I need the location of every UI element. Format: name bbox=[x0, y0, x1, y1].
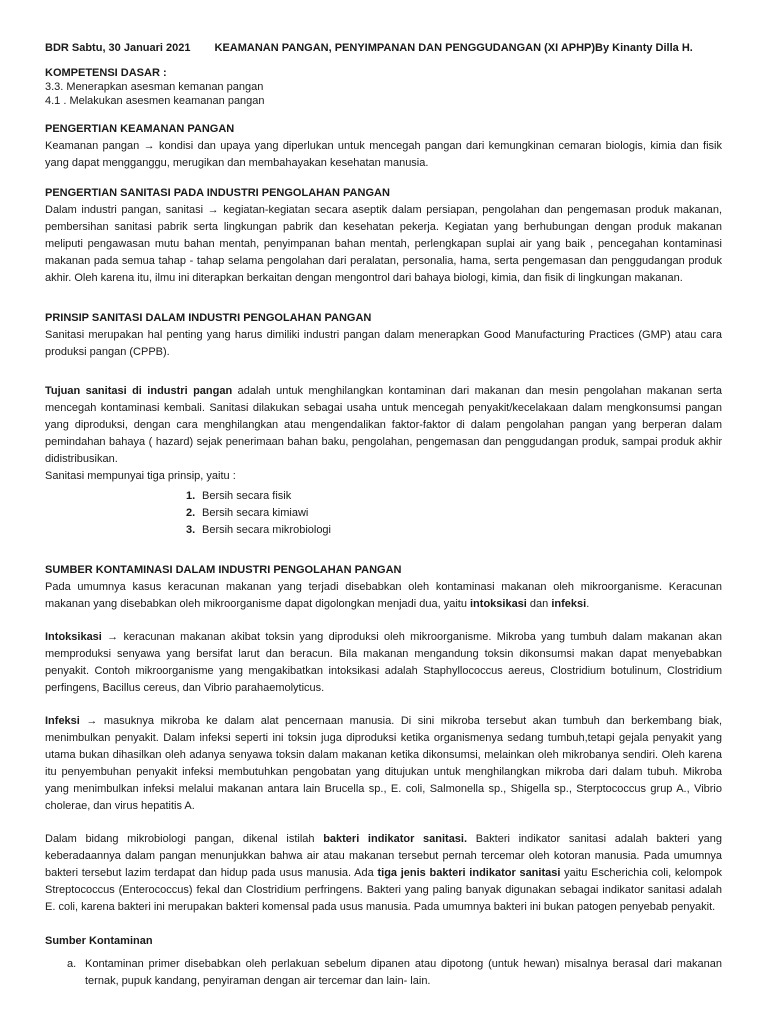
tujuan-text: adalah untuk menghilangkan kontaminan dari makanan dan mesin pengolahan makanan serta mencegah kontaminasi kembali. Sanitasi dilakukan sebagai usaha untuk mencegah penyakit/kecelakaan dalam mengkonsumsi pangan yang diproduksi, dengan cara menghilangkan atau mengendalikan faktor-faktor di dalam pengolahan pangan yang berperan dalam pemindahan bahaya ( hazard) sejak penerimaan bahan baku, pengolahan, pengemasan dan penggudangan produk, sampai produk akhir didistribusikan. bbox=[45, 385, 722, 465]
tujuan-term: Tujuan sanitasi di industri pangan bbox=[45, 385, 233, 397]
section-paragraph: Dalam industri pangan, sanitasi → kegiatan-kegiatan secara aseptik dalam persiapan, pengolahan dan pengemasan produk makanan, pembersihan sanitasi pabrik serta lingkungan pabrik dan kesehatan pekerja. Kegiatan yang berhubungan dengan produk makanan meliputi pengawasan mutu bahan mentah, penyimpanan bahan mentah, perlengkapan suplai air yang baik , pencegahan kontaminasi makanan pada semua tahap - tahap selama pengolahan dari peralatan, personalia, hama, serta pengemasan dan penggudangan produk akhir. Oleh karena itu, ilmu ini diterapkan berkaitan dengan mengontrol dari bahaya biologi, kimia, dan fisik di lingkungan makanan. bbox=[45, 204, 722, 284]
term-infeksi: infeksi bbox=[551, 598, 587, 610]
text-run: Bakteri indikator sanitasi adalah bakteri yang keberadaannya dalam pangan menunjukkan bahwa air atau makanan tersebut pernah tercemar oleh kotoran manusia. Pada umumnya bakteri tersebut lazim terdapat dan hidup pada usus manusia. Ada bbox=[45, 833, 722, 879]
bakteri-indikator-paragraph bbox=[45, 831, 722, 916]
term-intoksikasi: intoksikasi bbox=[470, 598, 527, 610]
section-heading: SUMBER KONTAMINASI DALAM INDUSTRI PENGOLAHAN PANGAN bbox=[45, 564, 402, 576]
kompetensi-item: 4.1 . Melakukan asesmen keamanan pangan bbox=[45, 95, 265, 107]
text-run: yaitu Escherichia coli, kelompok Streptococcus (Enterococcus) fekal dan Clostridium perfringens. Bakteri yang paling banyak digunakan sebagai indikator sanitasi adalah E. coli, karena bakteri ini merupakan bakteri komensal pada usus manusia. Pada umumnya bakteri ini bukan patogen penyebab penyakit. bbox=[45, 867, 722, 913]
prinsip-intro: Sanitasi mempunyai tiga prinsip, yaitu : bbox=[45, 470, 236, 482]
text-run: Pada umumnya kasus keracunan makanan yang terjadi disebabkan oleh kontaminasi makanan oleh mikroorganisme. Keracunan makanan yang disebabkan oleh mikroorganisme dapat digolongkan menjadi dua, yaitu bbox=[45, 581, 722, 610]
list-text: Bersih secara mikrobiologi bbox=[202, 524, 331, 536]
intoksikasi-text: → keracunan makanan akibat toksin yang diproduksi oleh mikroorganisme. Mikroba yang tumbuh dalam makanan akan memproduksi senyawa yang bersifat larut dan beracun. Bila makanan mengandung toksin dikonsumsi makan dapat menyebabkan penyakit. Contoh mikroorganisme yang mengakibatkan intoksikasi adalah Staphyllococcus aereus, Clostridium botulinum, Clostridium perfingens, Bacillus cereus, dan Vibrio parahaemolyticus. bbox=[45, 631, 722, 694]
list-item bbox=[186, 505, 722, 522]
tujuan-paragraph bbox=[45, 383, 722, 468]
section-heading: PENGERTIAN KEAMANAN PANGAN bbox=[45, 123, 235, 135]
list-text: Bersih secara fisik bbox=[202, 490, 292, 502]
section-keamanan-pangan bbox=[45, 120, 722, 172]
text-run: . bbox=[586, 598, 590, 610]
section-prinsip-sanitasi bbox=[45, 309, 722, 539]
list-number: 2. bbox=[186, 507, 196, 519]
section-sumber-kontaminasi bbox=[45, 561, 722, 916]
infeksi-paragraph bbox=[45, 713, 722, 815]
list-number: 1. bbox=[186, 490, 196, 502]
term-tiga-jenis: tiga jenis bakteri indikator sanitasi bbox=[377, 867, 561, 879]
kontaminan-list bbox=[45, 956, 722, 990]
text-run: Dalam bidang mikrobiologi pangan, dikenal istilah bbox=[45, 833, 324, 845]
header-date: BDR Sabtu, 30 Januari 2021 bbox=[45, 42, 191, 54]
list-item bbox=[45, 956, 722, 990]
infeksi-term: Infeksi bbox=[45, 715, 80, 727]
section-heading: PENGERTIAN SANITASI PADA INDUSTRI PENGOLAHAN PANGAN bbox=[45, 187, 390, 199]
list-text: Kontaminan primer disebabkan oleh perlakuan sebelum dipanen atau dipotong (untuk hewan) misalnya berasal dari makanan ternak, pupuk kandang, penyiraman dengan air tercemar dan lain- lain. bbox=[85, 958, 722, 987]
section-sumber-kontaminan bbox=[45, 932, 722, 990]
intoksikasi-term: Intoksikasi bbox=[45, 631, 102, 643]
section-paragraph bbox=[45, 579, 722, 613]
kompetensi-title: KOMPETENSI DASAR : bbox=[45, 67, 167, 79]
list-marker: a. bbox=[67, 958, 77, 970]
kompetensi-dasar bbox=[45, 66, 722, 108]
section-heading: Sumber Kontaminan bbox=[45, 935, 153, 947]
text-run: dan bbox=[526, 598, 552, 610]
section-paragraph: Sanitasi merupakan hal penting yang harus dimiliki industri pangan dalam menerapkan Good Manufacturing Practices (GMP) atau cara produksi pangan (CPPB). bbox=[45, 329, 722, 358]
list-text: Bersih secara kimiawi bbox=[202, 507, 309, 519]
section-sanitasi bbox=[45, 184, 722, 287]
list-item bbox=[186, 522, 722, 539]
document-header bbox=[45, 40, 722, 57]
header-title: KEAMANAN PANGAN, PENYIMPANAN DAN PENGGUDANGAN (XI APHP)By Kinanty Dilla H. bbox=[214, 42, 693, 54]
list-number: 3. bbox=[186, 524, 196, 536]
section-heading: PRINSIP SANITASI DALAM INDUSTRI PENGOLAHAN PANGAN bbox=[45, 312, 372, 324]
intoksikasi-paragraph bbox=[45, 629, 722, 697]
term-bakteri-indikator: bakteri indikator sanitasi. bbox=[323, 833, 468, 845]
infeksi-text: → masuknya mikroba ke dalam alat pencernaan manusia. Di sini mikroba tersebut akan tumbuh dan berkembang biak, menimbulkan penyakit. Dalam infeksi seperti ini toksin juga diproduksi ketika organismenya sedang tumbuh,tetapi gejala penyakit yang utama bukan dihasilkan oleh adanya senyawa toksin dalam makanan ketika dikonsumsi, melainkan oleh mikrobanya sendiri. Oleh karena itu penyembuhan penyakit infeksi membutuhkan pengobatan yang ditujukan untuk menghilangkan mikroba dari dalam tubuh. Mikroba yang menimbulkan infeksi melalui makanan antara lain Brucella sp., E. coli, Salmonella sp., Shigella sp., Sterptococcus grup A., Vibrio cholerae, dan virus hepatitis A. bbox=[45, 715, 722, 812]
list-item bbox=[186, 488, 722, 505]
section-paragraph: Keamanan pangan → kondisi dan upaya yang diperlukan untuk mencegah pangan dari kemungkinan cemaran biologis, kimia dan fisik yang dapat mengganggu, merugikan dan membahayakan kesehatan manusia. bbox=[45, 140, 722, 169]
kompetensi-item: 3.3. Menerapkan asesman kemanan pangan bbox=[45, 81, 264, 93]
prinsip-list bbox=[45, 488, 722, 539]
